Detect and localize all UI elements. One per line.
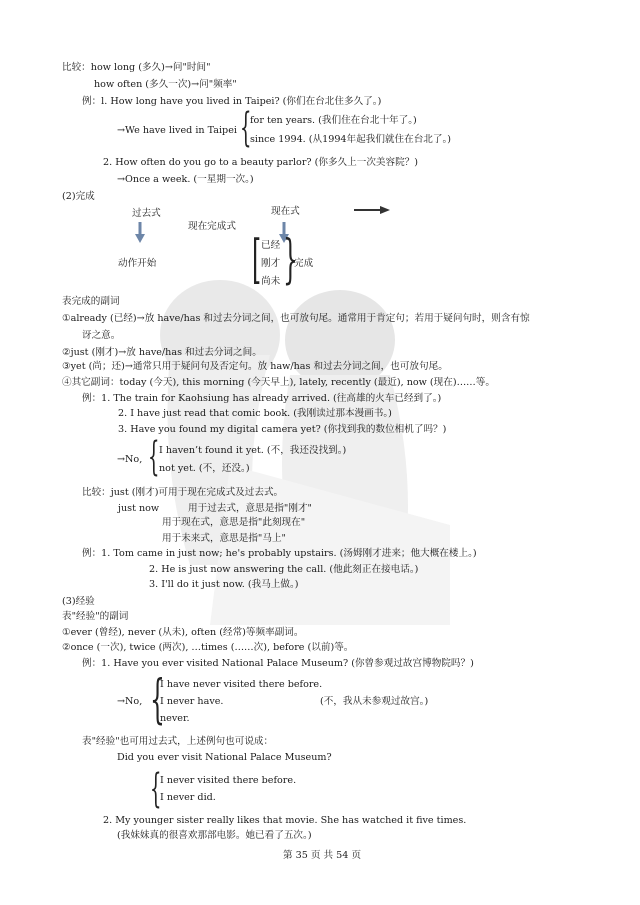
section-title-perfect: (2)完成 (62, 191, 95, 202)
compare-usage: 用于过去式，意思是指"刚才" (188, 503, 312, 514)
answer-prefix: →No, (117, 454, 143, 465)
diagram-start-label: 动作开始 (118, 258, 157, 269)
answer-translation: (不，我从未参观过故宫。) (320, 696, 429, 707)
answer-prefix: →We have lived in Taipei (117, 125, 237, 136)
experience-item: ①ever (曾经), never (从未), often (经常)等频率副词。 (62, 627, 304, 638)
brace-icon: { (150, 766, 162, 812)
page-number: 第 35 页 共 54 页 (283, 850, 362, 861)
section-title-experience: (3)经验 (62, 596, 95, 607)
example-yet: 3. Have you found my digital camera yet? (你找到我的数位相机了吗？) (118, 424, 447, 435)
compare-just-label: just now (118, 503, 160, 514)
example-just-now: 例：1. Tom came in just now; he's probably upstairs. (汤姆刚才进来；他大概在楼上。) (82, 548, 477, 559)
example-five-times-translation: (我妹妹真的很喜欢那部电影。她已看了五次。) (117, 830, 312, 841)
diagram-done-label: 完成 (294, 258, 314, 269)
answer-once-a-week: →Once a week. (一星期一次。) (117, 174, 254, 185)
experience-note: 表"经验"也可用过去式，上述例句也可说成： (82, 736, 274, 747)
answer-option: not yet. (不，还没。) (159, 463, 250, 474)
example-ever: 例：1. Have you ever visited National Palace Museum? (你曾参观过故宫博物院吗？) (82, 658, 474, 669)
brace-icon: { (150, 670, 165, 730)
answer-option: I never did. (160, 792, 216, 803)
diagram-word: 刚才 (261, 258, 281, 269)
adverbs-heading: 表完成的副词 (62, 296, 120, 307)
diagram-past-label: 过去式 (132, 208, 161, 219)
example-just-now: 2. He is just now answering the call. (他此刻正在接电话。) (149, 564, 419, 575)
answer-option: I haven’t found it yet. (不，我还没找到。) (159, 445, 347, 456)
right-arrow-icon (352, 204, 392, 216)
example-past-question: Did you ever visit National Palace Museum? (117, 752, 332, 763)
experience-item: ②once (一次), twice (两次), …times (……次), before (以前)等。 (62, 642, 354, 653)
down-arrow-icon (134, 222, 146, 244)
compare-line-1: 比较：how long (多久)→问"时间" (62, 62, 211, 73)
answer-option: I have never visited there before. (160, 679, 323, 690)
diagram-present-label: 现在式 (271, 206, 300, 217)
answer-option: I never visited there before. (160, 775, 297, 786)
brace-icon: } (283, 230, 298, 290)
compare-usage: 用于现在式，意思是指"此刻现在" (162, 517, 306, 528)
example-just: 2. I have just read that comic book. (我刚读过那本漫画书。) (118, 408, 392, 419)
example-how-often: 2. How often do you go to a beauty parlor? (你多久上一次美容院？) (103, 157, 419, 168)
example-how-long: 例：l. How long have you lived in Taipei? (你们在台北住多久了。) (82, 96, 382, 107)
adverb-item-just: ②just (刚才)→放 have/has 和过去分词之间。 (62, 347, 262, 358)
answer-option: for ten years. (我们住在台北十年了。) (250, 115, 417, 126)
brace-icon: [ (252, 230, 262, 290)
adverb-item-yet: ③yet (尚；还)→通常只用于疑问句及否定句。放 haw/has 和过去分词之间，也可放句尾。 (62, 361, 448, 372)
adverb-item-others: ④其它副词：today (今天), this morning (今天早上), lately, recently (最近), now (现在)……等。 (62, 377, 495, 388)
diagram-word: 尚未 (261, 276, 281, 287)
example-already: 例：1. The train for Kaohsiung has already arrived. (往高雄的火车已经到了。) (82, 393, 442, 404)
compare-line-2: how often (多久一次)→问"频率" (94, 79, 237, 90)
compare-usage: 用于未来式，意思是指"马上" (162, 533, 286, 544)
brace-icon: { (240, 105, 252, 151)
answer-option: I never have. (160, 696, 224, 707)
diagram-word: 已经 (261, 240, 281, 251)
answer-option: never. (160, 713, 190, 724)
example-just-now: 3. I'll do it just now. (我马上做。) (149, 579, 299, 590)
brace-icon: { (148, 434, 160, 480)
compare-just-line: 比较：just (刚才)可用于现在完成式及过去式。 (82, 487, 284, 498)
diagram-perfect-label: 现在完成式 (188, 221, 236, 232)
adverb-item-already: ①already (已经)→放 have/has 和过去分词之间，也可放句尾。通常用于肯定句；若用于疑问句时，则含有惊 (62, 313, 530, 324)
adverb-item-already-cont: 讶之意。 (82, 330, 121, 341)
answer-option: since 1994. (从1994年起我们就住在台北了。) (250, 134, 452, 145)
answer-prefix: →No, (117, 696, 143, 707)
experience-heading: 表"经验"的副词 (62, 611, 129, 622)
example-five-times: 2. My younger sister really likes that movie. She has watched it five times. (103, 815, 467, 826)
